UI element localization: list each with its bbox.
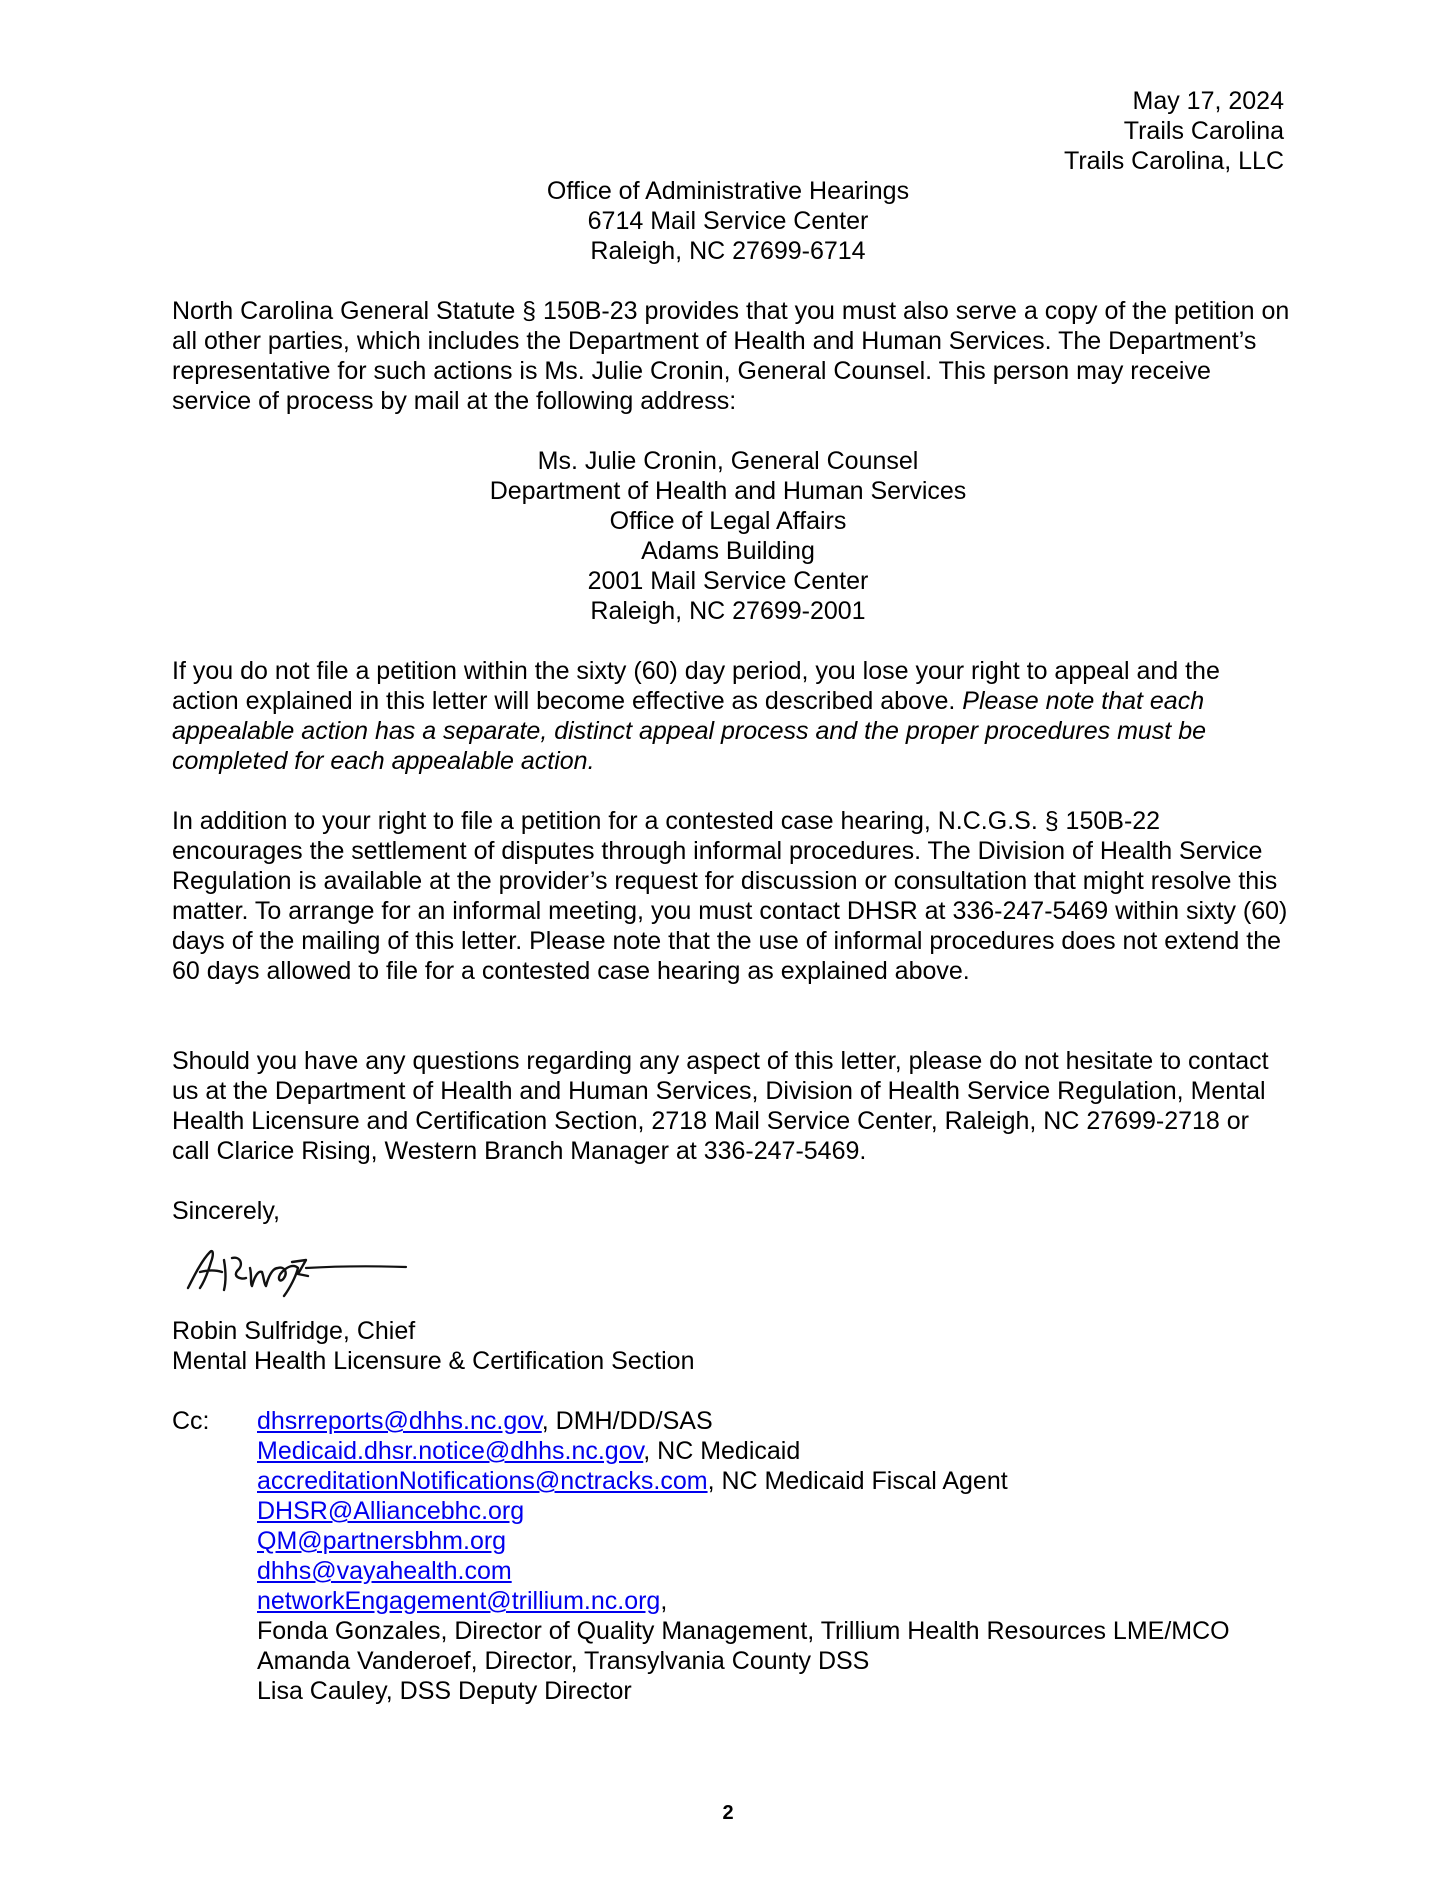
cc-entry <box>257 1556 1230 1586</box>
letter-date: May 17, 2024 <box>1132 87 1284 115</box>
cc-email-link[interactable]: dhhs@vayahealth.com <box>257 1557 512 1585</box>
cc-suffix: , NC Medicaid <box>643 1437 801 1465</box>
appeal-text: If you do not file a petition within the sixty (60) day period, you lose your right to appeal and the action explained in this letter will become effective as described above. <box>172 657 1220 715</box>
cc-entry <box>257 1436 1230 1466</box>
appeal-note: Please note that each appealable action has a separate, distinct appeal process and the proper procedures must be completed for each appealable action. <box>172 687 1206 775</box>
cc-entry <box>257 1526 1230 1556</box>
cc-email-link[interactable]: DHSR@Alliancebhc.org <box>257 1497 525 1525</box>
address-line: Office of Administrative Hearings <box>546 177 910 205</box>
signer-name: Robin Sulfridge, Chief <box>172 1317 416 1345</box>
cc-entry <box>257 1496 1230 1526</box>
address-line: Raleigh, NC 27699-2001 <box>590 597 866 625</box>
recipient-company: Trails Carolina, LLC <box>1064 147 1284 175</box>
informal-procedures-paragraph: In addition to your right to file a petition for a contested case hearing, N.C.G.S. § 150B-22 encourages the settlement of disputes through informal procedures. The Division of Health Service Regulation is available at the provider’s request for discussion or consultation that might resolve this matter. To arrange for an informal meeting, you must contact DHSR at 336-247-5469 within sixty (60) days of the mailing of this letter. Please note that the use of informal procedures does not extend the 60 days allowed to file for a contested case hearing as explained above. <box>172 807 1288 985</box>
cc-entry <box>257 1586 1230 1616</box>
address-line: 2001 Mail Service Center <box>587 567 869 595</box>
cc-label: Cc: <box>172 1407 210 1435</box>
address-line: Adams Building <box>641 537 815 565</box>
recipient-name: Trails Carolina <box>1123 117 1284 145</box>
cc-person: Lisa Cauley, DSS Deputy Director <box>257 1677 632 1705</box>
oah-address <box>0 176 1456 266</box>
page-number: 2 <box>722 1802 734 1824</box>
appeal-paragraph <box>172 656 1290 776</box>
questions-paragraph: Should you have any questions regarding any aspect of this letter, please do not hesitate to contact us at the Department of Health and Human Services, Division of Health Service Regulation, Mental Health Licensure and Certification Section, 2718 Mail Service Center, Raleigh, NC 27699-2718 or call Clarice Rising, Western Branch Manager at 336-247-5469. <box>172 1047 1269 1165</box>
cc-email-link[interactable]: QM@partnersbhm.org <box>257 1527 507 1555</box>
address-line: Office of Legal Affairs <box>609 507 847 535</box>
cc-person: Fonda Gonzales, Director of Quality Management, Trillium Health Resources LME/MCO <box>257 1617 1230 1645</box>
closing: Sincerely, <box>172 1197 280 1225</box>
address-line: Raleigh, NC 27699-6714 <box>590 237 866 265</box>
cc-suffix: , DMH/DD/SAS <box>541 1407 713 1435</box>
signature-image <box>180 1238 410 1298</box>
letter-header <box>1064 86 1284 176</box>
statute-paragraph: North Carolina General Statute § 150B-23 provides that you must also serve a copy of the petition on all other parties, which includes the Department of Health and Human Services. The Department’s representative for such actions is Ms. Julie Cronin, General Counsel. This person may receive service of process by mail at the following address: <box>172 297 1290 415</box>
cc-email-link[interactable]: dhsrreports@dhhs.nc.gov <box>257 1407 542 1435</box>
signer-block <box>172 1316 695 1376</box>
cc-entry <box>257 1406 1230 1436</box>
cc-entry <box>257 1466 1230 1496</box>
signer-section: Mental Health Licensure & Certification Section <box>172 1347 695 1375</box>
cc-email-link[interactable]: networkEngagement@trillium.nc.org <box>257 1587 661 1615</box>
cc-suffix: , <box>660 1587 668 1615</box>
counsel-address <box>0 446 1456 626</box>
address-line: 6714 Mail Service Center <box>587 207 869 235</box>
cc-suffix: , NC Medicaid Fiscal Agent <box>707 1467 1008 1495</box>
address-line: Department of Health and Human Services <box>489 477 967 505</box>
cc-person: Amanda Vanderoef, Director, Transylvania County DSS <box>257 1647 870 1675</box>
cc-email-link[interactable]: Medicaid.dhsr.notice@dhhs.nc.gov <box>257 1437 644 1465</box>
address-line: Ms. Julie Cronin, General Counsel <box>537 447 919 475</box>
cc-email-link[interactable]: accreditationNotifications@nctracks.com <box>257 1467 708 1495</box>
cc-list <box>257 1406 1230 1706</box>
